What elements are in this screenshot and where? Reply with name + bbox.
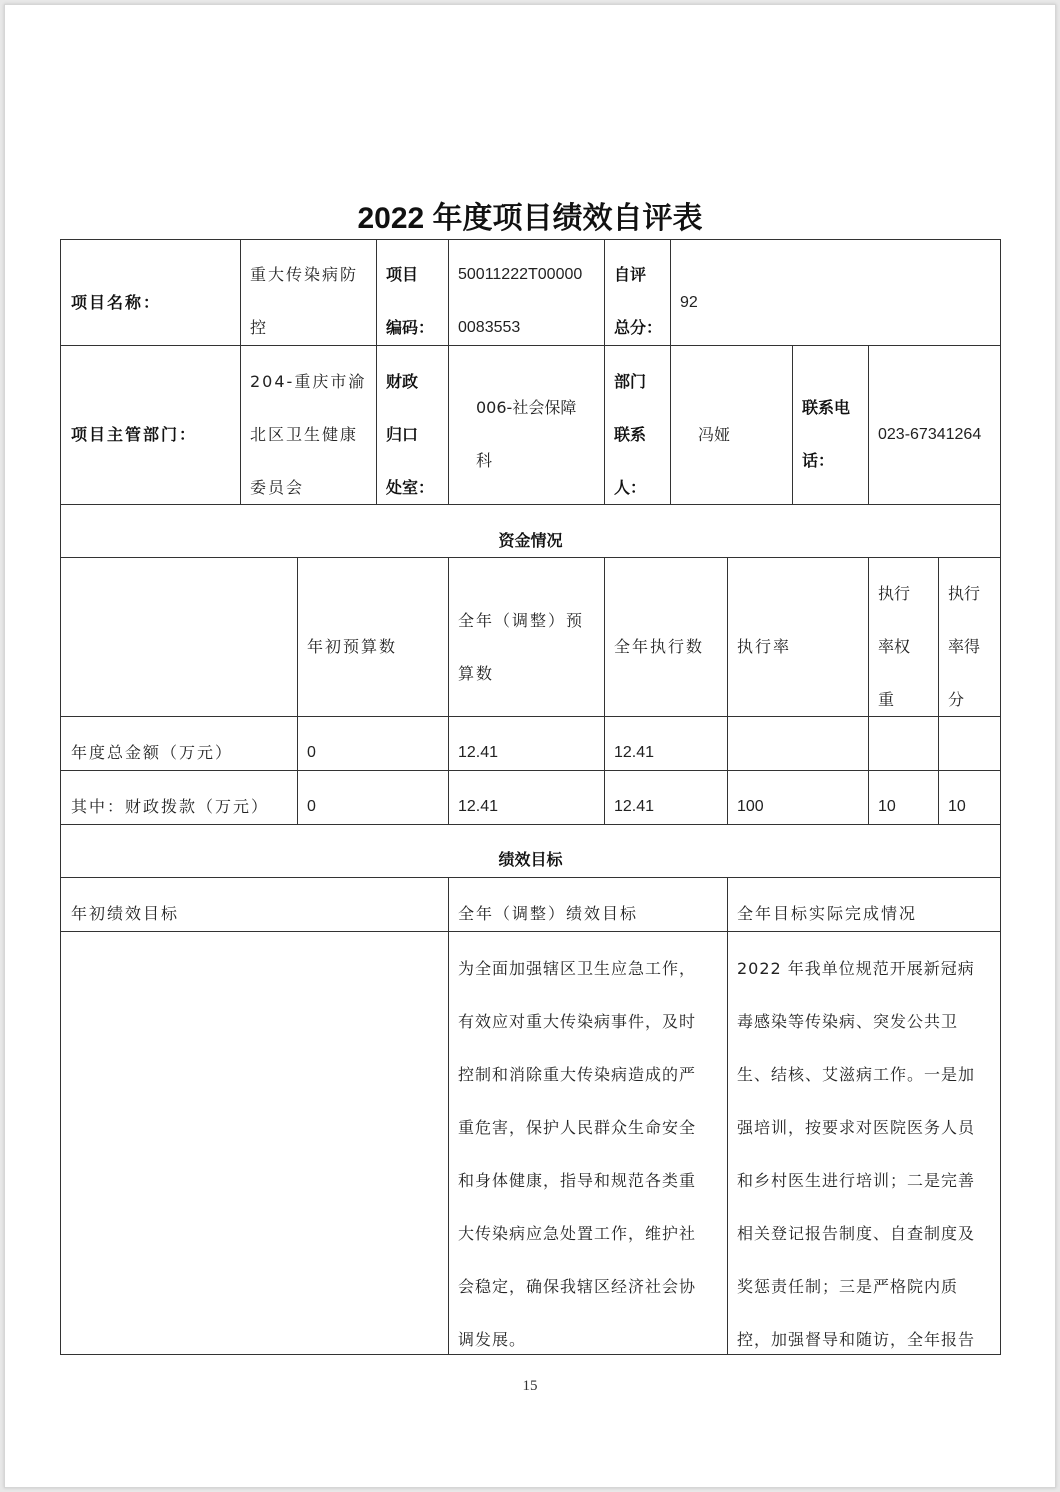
- contact-person-label: 部门 联系 人：: [614, 372, 647, 497]
- goals-section-title: 绩效目标: [498, 850, 563, 869]
- self-score-label: 自评 总分：: [614, 265, 663, 337]
- funds-header-rate: 执行率: [737, 637, 792, 656]
- fund-row-total-rate: [727, 726, 868, 779]
- contact-person-value: 冯娅: [698, 425, 731, 444]
- fund-row-fiscal-adjusted: 12.41: [458, 798, 499, 815]
- project-code-label: 项目 编码：: [386, 265, 435, 337]
- finance-office-label: 财政 归口 处室：: [386, 372, 435, 497]
- fund-row-total-adjusted: 12.41: [458, 744, 499, 761]
- goals-header-initial: 年初绩效目标: [71, 904, 180, 923]
- fund-row-total-score: [938, 726, 1000, 779]
- self-score-value: 92: [680, 294, 698, 311]
- funds-header-adjusted: 全年（调整）预 算数: [458, 611, 585, 683]
- dept-value: 204-重庆市渝 北区卫生健康 委员会: [250, 372, 367, 497]
- funds-header-executed: 全年执行数: [614, 637, 705, 656]
- project-name-value: 重大传染病防 控: [250, 265, 359, 337]
- funds-header-initial: 年初预算数: [307, 637, 398, 656]
- funds-header-score: 执行 率得 分: [948, 584, 981, 709]
- fund-row-fiscal-executed: 12.41: [614, 798, 655, 815]
- fund-row-total-initial: 0: [307, 744, 316, 761]
- dept-label: 项目主管部门：: [71, 425, 198, 444]
- funds-section-title: 资金情况: [498, 531, 563, 550]
- form-title: 2022 年度项目绩效自评表: [357, 202, 703, 235]
- fund-row-total-label: 年度总金额（万元）: [71, 743, 234, 762]
- phone-value: 023-67341264: [878, 426, 982, 443]
- project-code-value: 50011222T00000 0083553: [458, 266, 583, 336]
- fund-row-fiscal-score: 10: [948, 798, 966, 815]
- goals-adjusted-text: 为全面加强辖区卫生应急工作， 有效应对重大传染病事件，及时 控制和消除重大传染病造成的严 重危害，保护人民群众生命安全 和身体健康，指导和规范各类重 大传染病应急处置工作，维护社 会稳定，确保我辖区经济社会协 调发展。: [458, 959, 697, 1349]
- goals-header-adjusted: 全年（调整）绩效目标: [458, 904, 639, 923]
- fund-row-total-weight: [868, 726, 938, 779]
- fund-row-fiscal-label: 其中：财政拨款（万元）: [71, 797, 270, 816]
- fund-row-fiscal-rate: 100: [737, 798, 764, 815]
- goals-header-actual: 全年目标实际完成情况: [737, 904, 918, 923]
- fund-row-total-executed: 12.41: [614, 744, 655, 761]
- funds-header-weight: 执行 率权 重: [878, 584, 911, 709]
- project-name-label: 项目名称：: [71, 293, 162, 312]
- goals-actual-text: 2022 年我单位规范开展新冠病 毒感染等传染病、突发公共卫 生、结核、艾滋病工作。一是加 强培训，按要求对医院医务人员 和乡村医生进行培训；二是完善 相关登记报告制度、自查制度及 奖惩责任制；三是严格院内质 控，加强督导和随访，全年报告: [737, 959, 976, 1349]
- phone-label: 联系电 话：: [802, 398, 851, 470]
- fund-row-fiscal-weight: 10: [878, 798, 896, 815]
- fund-row-fiscal-initial: 0: [307, 798, 316, 815]
- finance-office-value: 006-社会保障 科: [476, 398, 577, 470]
- page-number: 15: [522, 1378, 538, 1394]
- goals-initial-text: [61, 942, 448, 1355]
